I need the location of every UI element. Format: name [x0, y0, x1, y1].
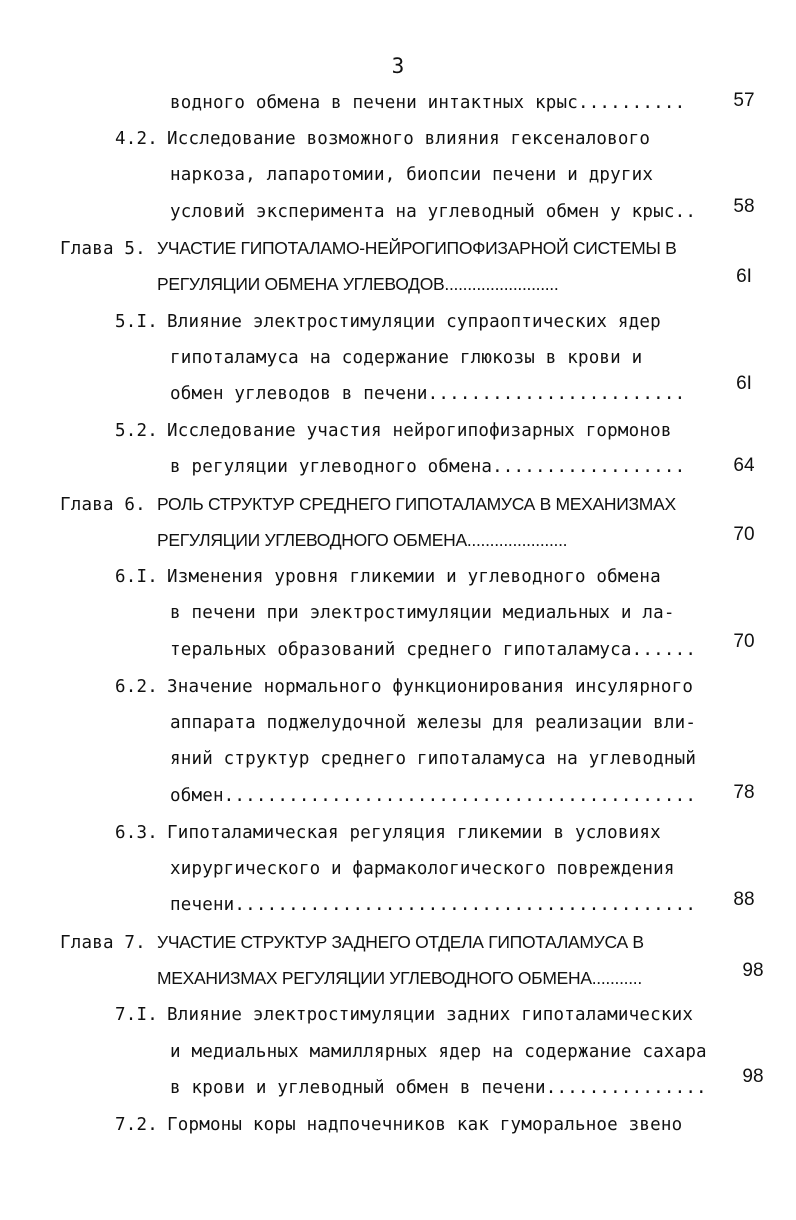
toc-line-text: обмен углеводов в печени........................: [170, 384, 686, 404]
toc-line: [170, 456, 685, 478]
toc-line: [170, 1077, 707, 1099]
toc-line: [170, 383, 685, 405]
toc-entry: [115, 1114, 682, 1136]
toc-line-text: РЕГУЛЯЦИИ ОБМЕНА УГЛЕВОДОВ.........................: [157, 274, 559, 294]
toc-page-ref: 78: [733, 782, 755, 803]
toc-page-ref: 6I: [736, 266, 752, 287]
toc-line-text: хирургического и фармакологического повреждения: [170, 859, 675, 879]
toc-line: [170, 602, 675, 624]
toc-entry: [115, 566, 661, 588]
toc-page-ref: 98: [742, 1066, 764, 1087]
toc-line: [170, 1041, 707, 1063]
toc-line: [170, 201, 696, 223]
chapter-heading: [60, 237, 676, 260]
chapter-label: Глава 6.: [60, 495, 146, 515]
toc-line-text: Влияние электростимуляции супраоптических ядер: [167, 312, 661, 332]
toc-line-text: РОЛЬ СТРУКТУР СРЕДНЕГО ГИПОТАЛАМУСА В МЕХАНИЗМАХ: [157, 494, 676, 514]
toc-line-text: Гипоталамическая регуляция гликемии в условиях: [167, 823, 661, 843]
toc-line-text: РЕГУЛЯЦИИ УГЛЕВОДНОГО ОБМЕНА......................: [157, 530, 568, 550]
toc-line-text: аппарата поджелудочной железы для реализации вли-: [170, 713, 697, 733]
toc-entry: [115, 128, 650, 150]
toc-line-text: УЧАСТИЕ ГИПОТАЛАМО-НЕЙРОГИПОФИЗАРНОЙ СИСТЕМЫ В: [157, 238, 677, 258]
toc-line: [157, 529, 567, 551]
toc-line-text: в регуляции углеводного обмена..................: [170, 457, 686, 477]
section-number: 6.2.: [115, 677, 158, 697]
toc-line: [170, 92, 685, 114]
section-number: 5.I.: [115, 312, 158, 332]
section-number: 4.2.: [115, 129, 158, 149]
toc-line-text: наркоза, лапаротомии, биопсии печени и других: [170, 165, 654, 185]
toc-line-text: Гормоны коры надпочечников как гуморальное звено: [167, 1115, 683, 1135]
chapter-heading: [60, 931, 644, 954]
toc-line-text: МЕХАНИЗМАХ РЕГУЛЯЦИИ УГЛЕВОДНОГО ОБМЕНА...........: [157, 968, 642, 988]
toc-line-text: гипоталамуса на содержание глюкозы в крови и: [170, 348, 643, 368]
chapter-label: Глава 5.: [60, 239, 146, 259]
toc-line: [170, 712, 696, 734]
toc-entry: [115, 676, 693, 698]
toc-line-text: Исследование возможного влияния гексеналового: [167, 129, 651, 149]
toc-line: [157, 273, 558, 295]
toc-entry: [115, 822, 661, 844]
toc-line: [170, 347, 642, 369]
toc-line-text: в крови и углеводный обмен в печени...............: [170, 1078, 707, 1098]
toc-page-ref: 98: [742, 960, 764, 981]
section-number: 5.2.: [115, 421, 158, 441]
toc-line: [170, 894, 696, 916]
toc-line-text: водного обмена в печени интактных крыс..........: [170, 93, 686, 113]
section-number: 6.3.: [115, 823, 158, 843]
section-number: 7.I.: [115, 1005, 158, 1025]
toc-page-ref: 57: [733, 90, 755, 111]
toc-page-ref: 70: [733, 524, 755, 545]
toc-page-ref: 6I: [736, 373, 752, 394]
toc-line-text: Значение нормального функционирования инсулярного: [167, 677, 694, 697]
toc-page-ref: 64: [733, 455, 755, 476]
toc-line-text: условий эксперимента на углеводный обмен у крыс..: [170, 202, 697, 222]
toc-line-text: в печени при электростимуляции медиальных и ла-: [170, 603, 675, 623]
toc-line: [157, 967, 642, 989]
toc-line-text: теральных образований среднего гипоталамуса......: [170, 640, 697, 660]
toc-entry: [115, 1004, 693, 1026]
toc-line: [170, 858, 675, 880]
toc-line-text: яний структур среднего гипоталамуса на углеводный: [170, 749, 697, 769]
toc-page-ref: 70: [733, 631, 755, 652]
toc-line-text: и медиальных мамиллярных ядер на содержание сахара: [170, 1042, 707, 1062]
chapter-label: Глава 7.: [60, 933, 146, 953]
toc-line: [170, 748, 696, 770]
page-number: 3: [391, 54, 405, 78]
section-number: 6.I.: [115, 567, 158, 587]
toc-line: [170, 639, 696, 661]
toc-line-text: печени...........................................: [170, 895, 697, 915]
toc-line-text: обмен............................................: [170, 786, 697, 806]
toc-line-text: УЧАСТИЕ СТРУКТУР ЗАДНЕГО ОТДЕЛА ГИПОТАЛАМУСА В: [157, 932, 644, 952]
toc-line: [170, 785, 696, 807]
toc-line: [170, 164, 653, 186]
toc-line-text: Влияние электростимуляции задних гипоталамических: [167, 1005, 694, 1025]
toc-entry: [115, 420, 672, 442]
chapter-heading: [60, 493, 676, 516]
toc-line-text: Исследование участия нейрогипофизарных гормонов: [167, 421, 672, 441]
section-number: 7.2.: [115, 1115, 158, 1135]
toc-page-ref: 88: [733, 889, 755, 910]
toc-page-ref: 58: [733, 196, 755, 217]
toc-entry: [115, 311, 661, 333]
toc-line-text: Изменения уровня гликемии и углеводного обмена: [167, 567, 661, 587]
